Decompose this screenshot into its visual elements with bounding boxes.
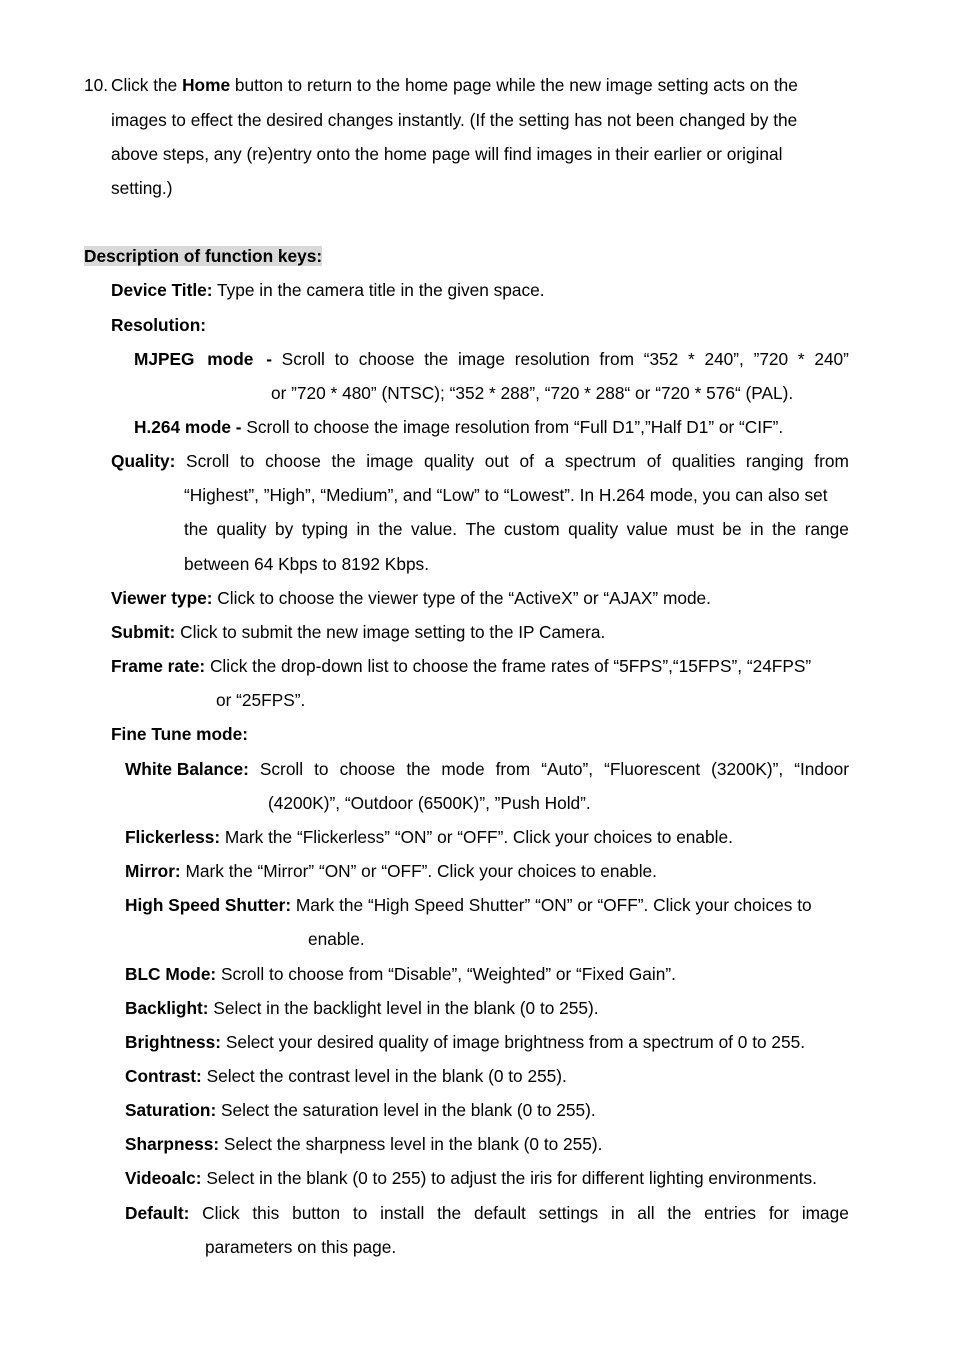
- sharpness-entry: [125, 1127, 602, 1161]
- word: from: [599, 349, 634, 369]
- word: “Auto”,: [541, 759, 594, 779]
- word: out: [484, 451, 509, 471]
- word: image: [366, 451, 414, 471]
- word: quality: [424, 451, 475, 471]
- word: the: [772, 519, 797, 539]
- word: the: [378, 519, 403, 539]
- word: for: [768, 1203, 790, 1223]
- word: in: [750, 519, 764, 539]
- word: The: [465, 519, 496, 539]
- word: to: [334, 349, 350, 369]
- quality-line-3: [184, 512, 849, 546]
- word: “Fluorescent: [604, 759, 701, 779]
- contrast-entry: [125, 1059, 567, 1093]
- device-title-entry: [111, 273, 545, 307]
- frame-rate-text: Click the drop-down list to choose the frame rates of “5FPS”,“15FPS”, “24FPS”: [205, 656, 812, 676]
- mjpeg-mode-line-2: or ”720 * 480” (NTSC); “352 * 288”, “720 * 288“ or “720 * 576“ (PAL).: [271, 383, 794, 403]
- blc-mode-label: BLC Mode:: [125, 964, 217, 984]
- word: quality: [216, 519, 267, 539]
- step-10-number: 10.: [84, 75, 109, 95]
- word: range: [804, 519, 849, 539]
- resolution-label: Resolution:: [111, 315, 207, 335]
- submit-text: Click to submit the new image setting to the IP Camera.: [175, 622, 606, 642]
- word: 240”,: [704, 349, 744, 369]
- word: from: [814, 451, 849, 471]
- saturation-entry: [125, 1093, 596, 1127]
- default-label: Default:: [125, 1203, 190, 1223]
- word: the: [184, 519, 209, 539]
- word: choose: [265, 451, 321, 471]
- backlight-label: Backlight:: [125, 998, 209, 1018]
- frame-rate-line-2: or “25FPS”.: [216, 690, 306, 710]
- high-speed-shutter-line-1: [125, 888, 812, 922]
- mirror-label: Mirror:: [125, 861, 181, 881]
- word: the: [406, 759, 431, 779]
- word: *: [688, 349, 695, 369]
- brightness-entry: [125, 1025, 805, 1059]
- word: must: [676, 519, 714, 539]
- quality-line-2: “Highest”, ”High”, “Medium”, and “Low” to “Lowest”. In H.264 mode, you can also set: [184, 485, 828, 505]
- brightness-text: Select your desired quality of image brightness from a spectrum of 0 to 255.: [221, 1032, 806, 1052]
- videoalc-label: Videoalc:: [125, 1168, 202, 1188]
- word: image: [801, 1203, 849, 1223]
- saturation-text: Select the saturation level in the blank (0 to 255).: [216, 1100, 596, 1120]
- home-keyword: Home: [182, 75, 231, 95]
- word: value.: [410, 519, 458, 539]
- section-heading-text: Description of function keys:: [84, 246, 323, 266]
- default-line-2: parameters on this page.: [205, 1237, 397, 1257]
- word: “352: [643, 349, 679, 369]
- device-title-text: Type in the camera title in the given space.: [212, 280, 545, 300]
- high-speed-shutter-line-2: enable.: [308, 929, 365, 949]
- viewer-type-text: Click to choose the viewer type of the “ActiveX” or “AJAX” mode.: [212, 588, 711, 608]
- step-10-line-2: images to effect the desired changes instantly. (If the setting has not been changed by the: [111, 110, 798, 130]
- word: qualities: [671, 451, 736, 471]
- word: Click: [202, 1203, 240, 1223]
- step-10-line-1-rest: button to return to the home page while the new image setting acts on the: [230, 75, 798, 95]
- sharpness-label: Sharpness:: [125, 1134, 220, 1154]
- word: the: [331, 451, 356, 471]
- word: the: [437, 1203, 462, 1223]
- word: be: [722, 519, 742, 539]
- mirror-entry: [125, 854, 657, 888]
- word: (3200K)”,: [711, 759, 784, 779]
- word: of: [519, 451, 534, 471]
- word: in: [356, 519, 370, 539]
- contrast-label: Contrast:: [125, 1066, 202, 1086]
- word: custom: [503, 519, 560, 539]
- default-line-1: [125, 1196, 849, 1230]
- viewer-type-entry: [111, 581, 711, 615]
- word: “Indoor: [794, 759, 849, 779]
- word: of: [646, 451, 662, 471]
- mjpeg-mode-line-1: [134, 342, 849, 376]
- step-10-lead: Click the: [111, 75, 183, 95]
- blc-mode-entry: [125, 957, 676, 991]
- word: choose: [339, 759, 396, 779]
- word: Scroll: [281, 349, 325, 369]
- word: install: [380, 1203, 425, 1223]
- word: to: [239, 451, 255, 471]
- frame-rate-line-1: [111, 649, 811, 683]
- frame-rate-label: Frame rate:: [111, 656, 206, 676]
- word: quality: [568, 519, 619, 539]
- high-speed-shutter-label: High Speed Shutter:: [125, 895, 292, 915]
- word: typing: [301, 519, 348, 539]
- word: Scroll: [259, 759, 304, 779]
- mirror-text: Mark the “Mirror” “ON” or “OFF”. Click your choices to enable.: [180, 861, 657, 881]
- word: entries: [704, 1203, 757, 1223]
- word: 240”: [814, 349, 849, 369]
- step-10-line-4: setting.): [111, 178, 173, 198]
- word: the: [667, 1203, 692, 1223]
- word: in: [611, 1203, 625, 1223]
- word: this: [252, 1203, 280, 1223]
- word: a: [544, 451, 555, 471]
- videoalc-entry: [125, 1161, 817, 1195]
- flickerless-text: Mark the “Flickerless” “ON” or “OFF”. Click your choices to enable.: [220, 827, 733, 847]
- white-balance-line-2: (4200K)”, “Outdoor (6500K)”, ”Push Hold”.: [268, 793, 591, 813]
- word: all: [637, 1203, 655, 1223]
- word: Scroll: [186, 451, 230, 471]
- brightness-label: Brightness:: [125, 1032, 222, 1052]
- submit-entry: [111, 615, 605, 649]
- backlight-text: Select in the backlight level in the blank (0 to 255).: [208, 998, 599, 1018]
- flickerless-entry: [125, 820, 733, 854]
- quality-label: Quality:: [111, 451, 176, 471]
- word: mode: [441, 759, 485, 779]
- sharpness-text: Select the sharpness level in the blank (0 to 255).: [219, 1134, 603, 1154]
- word: ”720: [753, 349, 789, 369]
- word: settings: [538, 1203, 599, 1223]
- word: resolution: [514, 349, 590, 369]
- quality-line-4: between 64 Kbps to 8192 Kbps.: [184, 554, 430, 574]
- word: to: [314, 759, 329, 779]
- viewer-type-label: Viewer type:: [111, 588, 213, 608]
- word: to: [352, 1203, 368, 1223]
- word: value: [626, 519, 668, 539]
- h264-mode-label: H.264 mode -: [134, 417, 242, 437]
- word: by: [275, 519, 294, 539]
- h264-mode-text: Scroll to choose the image resolution from “Full D1”,”Half D1” or “CIF”.: [241, 417, 784, 437]
- flickerless-label: Flickerless:: [125, 827, 221, 847]
- step-10-line-3: above steps, any (re)entry onto the home page will find images in their earlier or original: [111, 144, 783, 164]
- contrast-text: Select the contrast level in the blank (0 to 255).: [201, 1066, 567, 1086]
- word: from: [495, 759, 531, 779]
- word: button: [292, 1203, 341, 1223]
- videoalc-text: Select in the blank (0 to 255) to adjust the iris for different lighting environments.: [201, 1168, 817, 1188]
- white-balance-label: White Balance:: [125, 759, 249, 779]
- white-balance-line-1: [125, 752, 849, 786]
- mjpeg-mode-label: MJPEG mode -: [134, 349, 272, 369]
- section-heading: [84, 239, 322, 273]
- high-speed-shutter-text: Mark the “High Speed Shutter” “ON” or “OFF”. Click your choices to: [291, 895, 812, 915]
- word: spectrum: [564, 451, 636, 471]
- device-title-label: Device Title:: [111, 280, 213, 300]
- h264-mode-entry: [134, 410, 783, 444]
- word: the: [424, 349, 449, 369]
- word: ranging: [745, 451, 804, 471]
- backlight-entry: [125, 991, 599, 1025]
- word: default: [473, 1203, 526, 1223]
- word: *: [797, 349, 805, 369]
- step-10-line-1: [111, 68, 798, 102]
- quality-line-1: [111, 444, 849, 478]
- saturation-label: Saturation:: [125, 1100, 217, 1120]
- word: choose: [358, 349, 415, 369]
- blc-mode-text: Scroll to choose from “Disable”, “Weighted” or “Fixed Gain”.: [216, 964, 676, 984]
- fine-tune-label: Fine Tune mode:: [111, 724, 248, 744]
- submit-label: Submit:: [111, 622, 176, 642]
- word: image: [457, 349, 506, 369]
